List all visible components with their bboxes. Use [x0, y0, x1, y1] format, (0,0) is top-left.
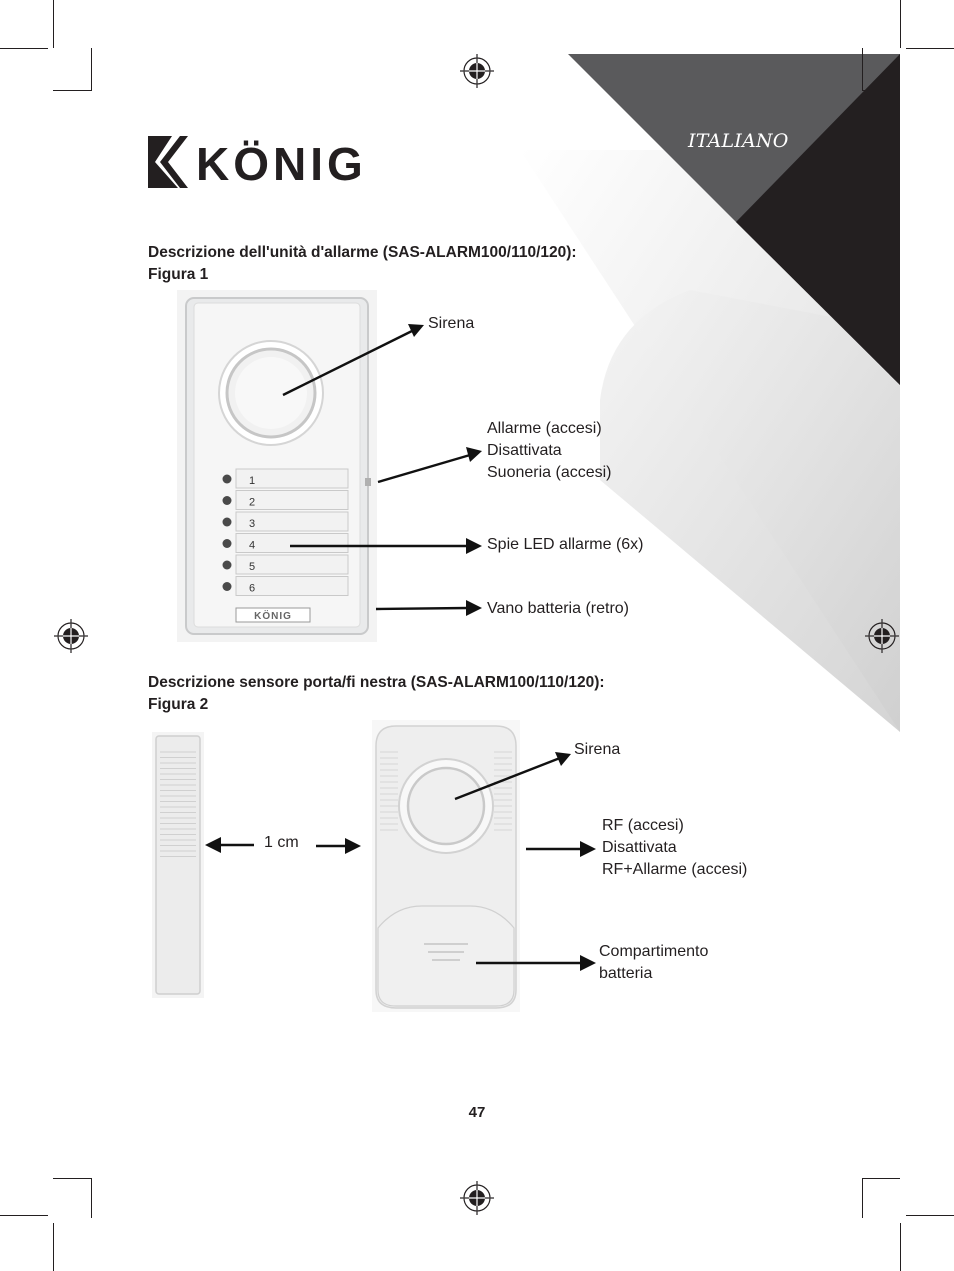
callout-leds: Spie LED allarme (6x): [487, 536, 644, 553]
battery-cover: [378, 906, 514, 1006]
device-logo-text: KÖNIG: [254, 611, 292, 622]
led-number: 4: [249, 539, 256, 552]
section1-heading: Descrizione dell'unità d'allarme (SAS-ALARM100/110/120):: [148, 244, 577, 261]
led-number: 1: [249, 475, 256, 487]
callout-sensor-battery-2: batteria: [599, 965, 653, 982]
figure2-label: Figura 2: [148, 696, 209, 713]
callout-sensor-mode-1: RF (accesi): [602, 817, 684, 834]
page-number: 47: [468, 1104, 486, 1121]
callout-mode-2: Disattivata: [487, 442, 562, 459]
led-number: 6: [249, 582, 256, 595]
magnet-body: [156, 736, 200, 994]
language-label: ITALIANO: [688, 130, 789, 152]
callout-sensor-sirena: Sirena: [574, 741, 621, 758]
callout-sirena: Sirena: [428, 315, 475, 332]
callout-mode-3: Suoneria (accesi): [487, 464, 612, 481]
figure1-label: Figura 1: [148, 266, 209, 283]
led-number: 3: [249, 518, 256, 530]
brand-wordmark: KÖNIG: [196, 138, 367, 190]
callout-battery: Vano batteria (retro): [487, 600, 629, 617]
callout-sensor-mode-2: Disattivata: [602, 839, 677, 856]
callout-sensor-battery-1: Compartimento: [599, 943, 709, 960]
callout-distance: 1 cm: [264, 834, 299, 851]
section2-heading: Descrizione sensore porta/fi nestra (SAS-ALARM100/110/120):: [148, 674, 605, 691]
callout-mode-1: Allarme (accesi): [487, 420, 602, 437]
led-number: 2: [249, 496, 256, 509]
led-number: 5: [249, 561, 256, 573]
callout-sensor-mode-3: RF+Allarme (accesi): [602, 861, 748, 878]
